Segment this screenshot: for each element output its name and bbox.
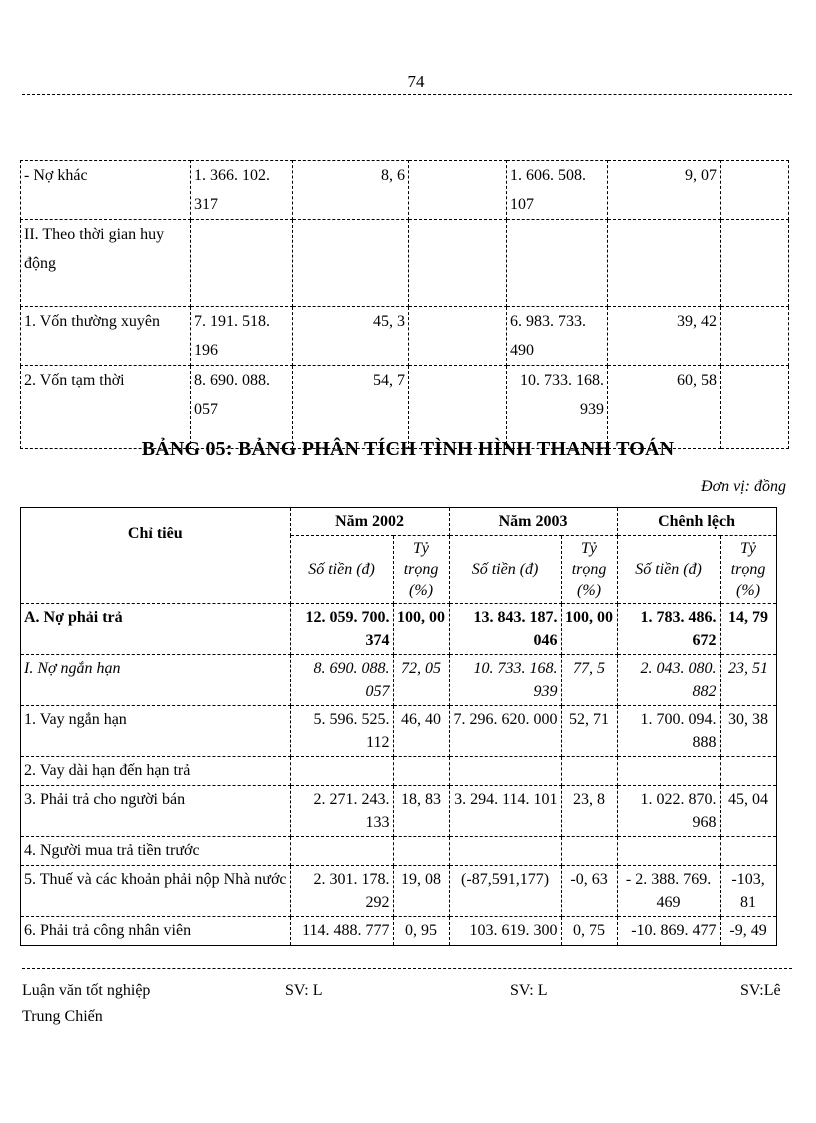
row-label: - Nợ khác bbox=[21, 161, 191, 220]
cell-ratio-2002 bbox=[293, 220, 409, 307]
row-label: I. Nợ ngắn hạn bbox=[21, 655, 291, 706]
header-so-tien: Số tiền (đ) bbox=[449, 536, 561, 604]
cell-ratio-diff: -9, 49 bbox=[720, 917, 776, 946]
cell-amount-2002 bbox=[290, 757, 393, 786]
header-year-2002: Năm 2002 bbox=[290, 508, 449, 536]
cell-ratio-2003 bbox=[561, 837, 617, 866]
row-label: 5. Thuế và các khoản phải nộp Nhà nước bbox=[21, 866, 291, 917]
header-chi-tieu: Chỉ tiêu bbox=[21, 508, 291, 604]
cell-ratio-2003: 39, 42 bbox=[608, 307, 721, 366]
cell-empty bbox=[409, 366, 507, 449]
cell-ratio-2003: -0, 63 bbox=[561, 866, 617, 917]
cell-ratio-2002 bbox=[393, 757, 449, 786]
cell-ratio-2002: 18, 83 bbox=[393, 786, 449, 837]
row-label: 2. Vay dài hạn đến hạn trả bbox=[21, 757, 291, 786]
cell-amount-diff bbox=[617, 837, 720, 866]
cell-ratio-2003: 9, 07 bbox=[608, 161, 721, 220]
table-row bbox=[21, 866, 777, 917]
cell-ratio-2002: 54, 7 bbox=[293, 366, 409, 449]
footer-thesis-label: Luận văn tốt nghiệp Trung Chiến bbox=[22, 982, 151, 1025]
table-row bbox=[21, 706, 777, 757]
header-difference: Chênh lệch bbox=[617, 508, 776, 536]
table-row bbox=[21, 307, 789, 366]
cell-amount-diff bbox=[617, 757, 720, 786]
cell-ratio-2002: 46, 40 bbox=[393, 706, 449, 757]
cell-amount-2002 bbox=[191, 220, 293, 307]
cell-ratio-diff bbox=[720, 837, 776, 866]
table-row bbox=[21, 604, 777, 655]
cell-amount-2002: 2. 271. 243. 133 bbox=[290, 786, 393, 837]
row-label: A. Nợ phải trả bbox=[21, 604, 291, 655]
table-row bbox=[21, 220, 789, 307]
cell-amount-2002: 5. 596. 525. 112 bbox=[290, 706, 393, 757]
cell-ratio-diff: -103, 81 bbox=[720, 866, 776, 917]
cell-ratio-2003: 0, 75 bbox=[561, 917, 617, 946]
cell-amount-2003: 103. 619. 300 bbox=[449, 917, 561, 946]
cell-empty bbox=[721, 161, 789, 220]
cell-amount-2002 bbox=[290, 837, 393, 866]
cell-ratio-2003 bbox=[608, 220, 721, 307]
footer-student-3: SV:Lê bbox=[740, 982, 781, 999]
cell-ratio-2002: 19, 08 bbox=[393, 866, 449, 917]
cell-ratio-2003: 23, 8 bbox=[561, 786, 617, 837]
cell-amount-diff: 2. 043. 080. 882 bbox=[617, 655, 720, 706]
cell-empty bbox=[721, 307, 789, 366]
table-row bbox=[21, 757, 777, 786]
row-label: 1. Vốn thường xuyên bbox=[21, 307, 191, 366]
header-year-2003: Năm 2003 bbox=[449, 508, 617, 536]
cell-amount-2002: 2. 301. 178. 292 bbox=[290, 866, 393, 917]
header-so-tien: Số tiền (đ) bbox=[290, 536, 393, 604]
cell-amount-2002: 7. 191. 518. 196 bbox=[191, 307, 293, 366]
cell-ratio-2003: 52, 71 bbox=[561, 706, 617, 757]
cell-amount-2003: 13. 843. 187. 046 bbox=[449, 604, 561, 655]
row-label: II. Theo thời gian huy động bbox=[21, 220, 191, 307]
cell-ratio-2003: 77, 5 bbox=[561, 655, 617, 706]
header-ty-trong: Tỷ trọng (%) bbox=[720, 536, 776, 604]
cell-amount-diff: -10. 869. 477 bbox=[617, 917, 720, 946]
table-row bbox=[21, 917, 777, 946]
footer-divider bbox=[22, 968, 792, 969]
cell-empty bbox=[721, 220, 789, 307]
cell-amount-2003 bbox=[507, 220, 608, 307]
cell-ratio-diff bbox=[720, 757, 776, 786]
cell-amount-2002: 114. 488. 777 bbox=[290, 917, 393, 946]
continuation-table bbox=[20, 160, 789, 449]
cell-ratio-diff: 23, 51 bbox=[720, 655, 776, 706]
cell-ratio-diff: 45, 04 bbox=[720, 786, 776, 837]
cell-ratio-2002 bbox=[393, 837, 449, 866]
header-divider bbox=[22, 94, 792, 95]
payment-analysis-table bbox=[20, 507, 777, 946]
header-ty-trong: Tỷ trọng (%) bbox=[393, 536, 449, 604]
cell-amount-2003 bbox=[449, 757, 561, 786]
cell-amount-diff: 1. 022. 870. 968 bbox=[617, 786, 720, 837]
cell-ratio-2003 bbox=[561, 757, 617, 786]
cell-empty bbox=[409, 220, 507, 307]
footer-student-1: SV: L bbox=[285, 982, 323, 999]
cell-ratio-2002: 8, 6 bbox=[293, 161, 409, 220]
cell-amount-2003: 1. 606. 508. 107 bbox=[507, 161, 608, 220]
table-row bbox=[21, 161, 789, 220]
cell-amount-2003: 3. 294. 114. 101 bbox=[449, 786, 561, 837]
table-row bbox=[21, 366, 789, 449]
table-row bbox=[21, 786, 777, 837]
cell-amount-2003 bbox=[449, 837, 561, 866]
cell-amount-2003: 6. 983. 733. 490 bbox=[507, 307, 608, 366]
table-row bbox=[21, 655, 777, 706]
row-label: 2. Vốn tạm thời bbox=[21, 366, 191, 449]
cell-amount-diff: - 2. 388. 769. 469 bbox=[617, 866, 720, 917]
cell-ratio-2002: 100, 00 bbox=[393, 604, 449, 655]
header-ty-trong: Tỷ trọng (%) bbox=[561, 536, 617, 604]
cell-amount-2002: 12. 059. 700. 374 bbox=[290, 604, 393, 655]
cell-ratio-2003: 60, 58 bbox=[608, 366, 721, 449]
unit-label: Đơn vị: đồng bbox=[701, 478, 786, 495]
row-label: 3. Phải trả cho người bán bbox=[21, 786, 291, 837]
cell-amount-2003: 7. 296. 620. 000 bbox=[449, 706, 561, 757]
cell-empty bbox=[409, 161, 507, 220]
cell-ratio-diff: 30, 38 bbox=[720, 706, 776, 757]
cell-empty bbox=[721, 366, 789, 449]
row-label: 4. Người mua trả tiền trước bbox=[21, 837, 291, 866]
cell-amount-2003: 10. 733. 168. 939 bbox=[449, 655, 561, 706]
cell-ratio-2002: 0, 95 bbox=[393, 917, 449, 946]
table-title: BẢNG 05: BẢNG PHÂN TÍCH TÌNH HÌNH THANH TOÁN bbox=[141, 438, 675, 460]
cell-ratio-diff: 14, 79 bbox=[720, 604, 776, 655]
cell-amount-2002: 8. 690. 088. 057 bbox=[191, 366, 293, 449]
cell-empty bbox=[409, 307, 507, 366]
cell-ratio-2002: 45, 3 bbox=[293, 307, 409, 366]
cell-amount-diff: 1. 783. 486. 672 bbox=[617, 604, 720, 655]
header-so-tien: Số tiền (đ) bbox=[617, 536, 720, 604]
table-row bbox=[21, 837, 777, 866]
page-number: 74 bbox=[407, 72, 425, 91]
cell-ratio-2003: 100, 00 bbox=[561, 604, 617, 655]
cell-amount-2002: 8. 690. 088. 057 bbox=[290, 655, 393, 706]
cell-ratio-2002: 72, 05 bbox=[393, 655, 449, 706]
cell-amount-2003: (-87,591,177) bbox=[449, 866, 561, 917]
cell-amount-2003: 10. 733. 168. 939 bbox=[507, 366, 608, 449]
cell-amount-diff: 1. 700. 094. 888 bbox=[617, 706, 720, 757]
footer-student-2: SV: L bbox=[510, 982, 548, 999]
cell-amount-2002: 1. 366. 102. 317 bbox=[191, 161, 293, 220]
row-label: 6. Phải trả công nhân viên bbox=[21, 917, 291, 946]
row-label: 1. Vay ngắn hạn bbox=[21, 706, 291, 757]
